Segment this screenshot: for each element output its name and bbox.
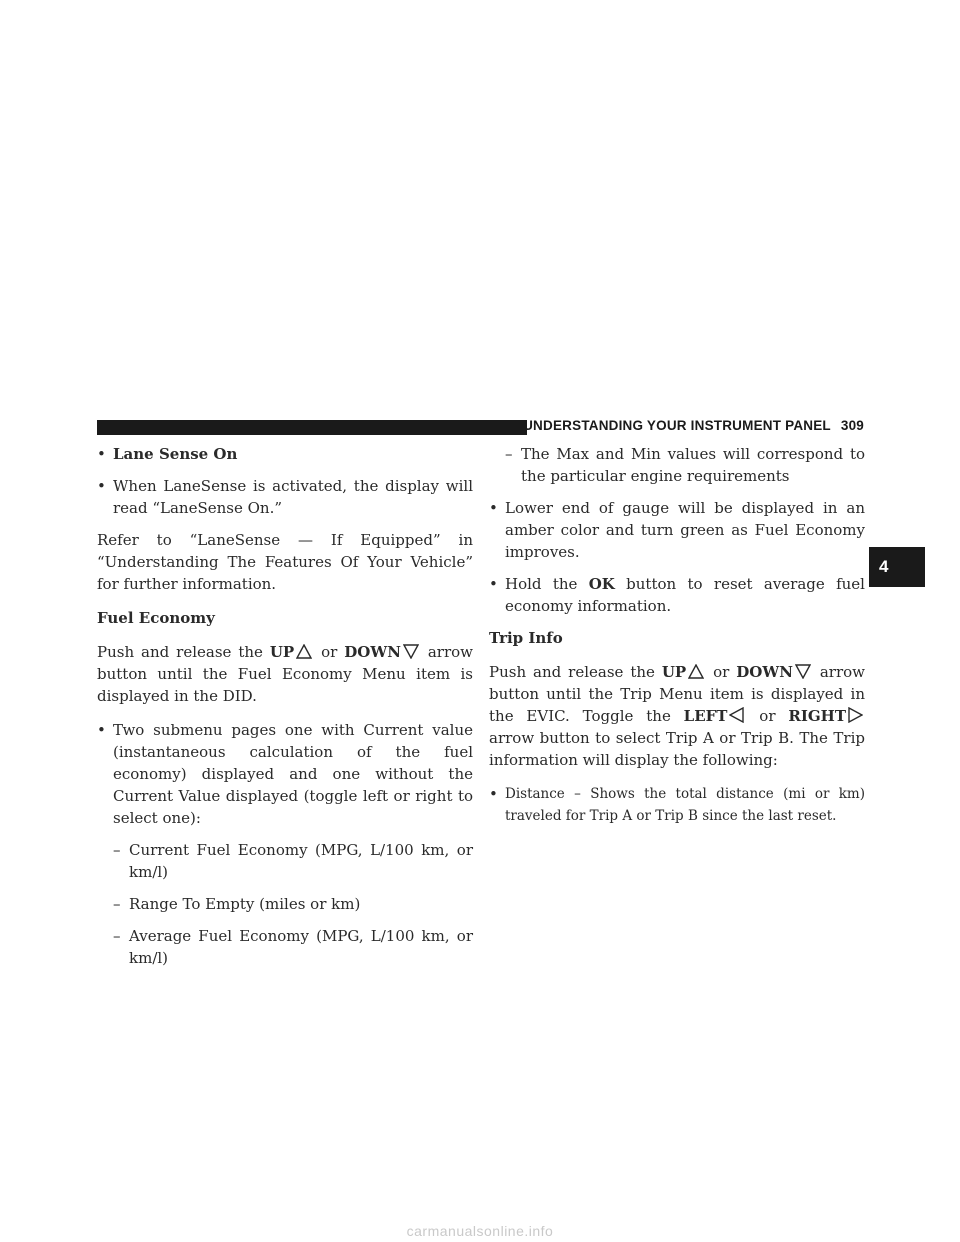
bullet-lanesense-on: • Lane Sense On (97, 445, 238, 463)
refer-paragraph: Refer to “LaneSense — If Equipped” in “Understanding The Features Of Your Vehicle” for further information. (97, 531, 473, 593)
bullet-two-submenu: • Two submenu pages one with Current value (instantaneous calculation of the fuel economy) displayed and one without the Current Value displayed (toggle left or right to select one): (97, 721, 473, 827)
bullet-distance: • Distance – Shows the total distance (mi or km) traveled for Trip A or Trip B since the last reset. (489, 783, 865, 827)
down-arrow-icon (403, 644, 419, 659)
left-arrow-icon (729, 707, 744, 723)
header-rule (97, 420, 527, 435)
up-arrow-icon (688, 664, 704, 679)
right-column (489, 443, 865, 837)
bullet-dot: • (489, 785, 498, 803)
heading-fuel-economy: Fuel Economy (97, 609, 215, 627)
trip-info-instructions: Push and release the UP or DOWN arrow button until the Trip Menu item is displayed in the EVIC. Toggle the LEFT or RIGHT arrow button to select Trip A or Trip B. The Trip information will display the following: (489, 663, 866, 769)
dash-max-min: – The Max and Min values will correspond to the particular engine requirements (505, 445, 865, 485)
bullet-hold-ok: • Hold the OK button to reset average fuel economy information. (489, 575, 865, 615)
bullet-dot: • (489, 575, 498, 593)
heading-trip-info: Trip Info (489, 629, 563, 647)
header-title: UNDERSTANDING YOUR INSTRUMENT PANEL (523, 418, 831, 433)
dash-range-to-empty: – Range To Empty (miles or km) (113, 895, 361, 913)
fuel-economy-instructions: Push and release the UP or DOWN arrow button until the Fuel Economy Menu item is displayed in the DID. (97, 643, 474, 705)
watermark: carmanualsonline.info (406, 1223, 554, 1239)
down-arrow-icon (795, 664, 811, 679)
up-arrow-icon (296, 644, 312, 659)
bullet-when-lanesense: • When LaneSense is activated, the display will read “LaneSense On.” (97, 477, 473, 517)
dash-average-fuel-economy: – Average Fuel Economy (MPG, L/100 km, or km/l) (113, 927, 473, 967)
bullet-dot: • (97, 721, 106, 739)
running-header (523, 418, 864, 433)
chapter-tab: 4 (869, 547, 925, 587)
bullet-dot: • (97, 445, 106, 463)
left-column (97, 443, 473, 979)
bullet-dot: • (97, 477, 106, 495)
page-number: 309 (840, 418, 864, 433)
dash-current-fuel-economy: – Current Fuel Economy (MPG, L/100 km, or km/l) (113, 841, 473, 881)
right-arrow-icon (848, 707, 863, 723)
bullet-dot: • (489, 499, 498, 517)
bullet-lower-end: • Lower end of gauge will be displayed in an amber color and turn green as Fuel Economy improves. (489, 499, 865, 561)
